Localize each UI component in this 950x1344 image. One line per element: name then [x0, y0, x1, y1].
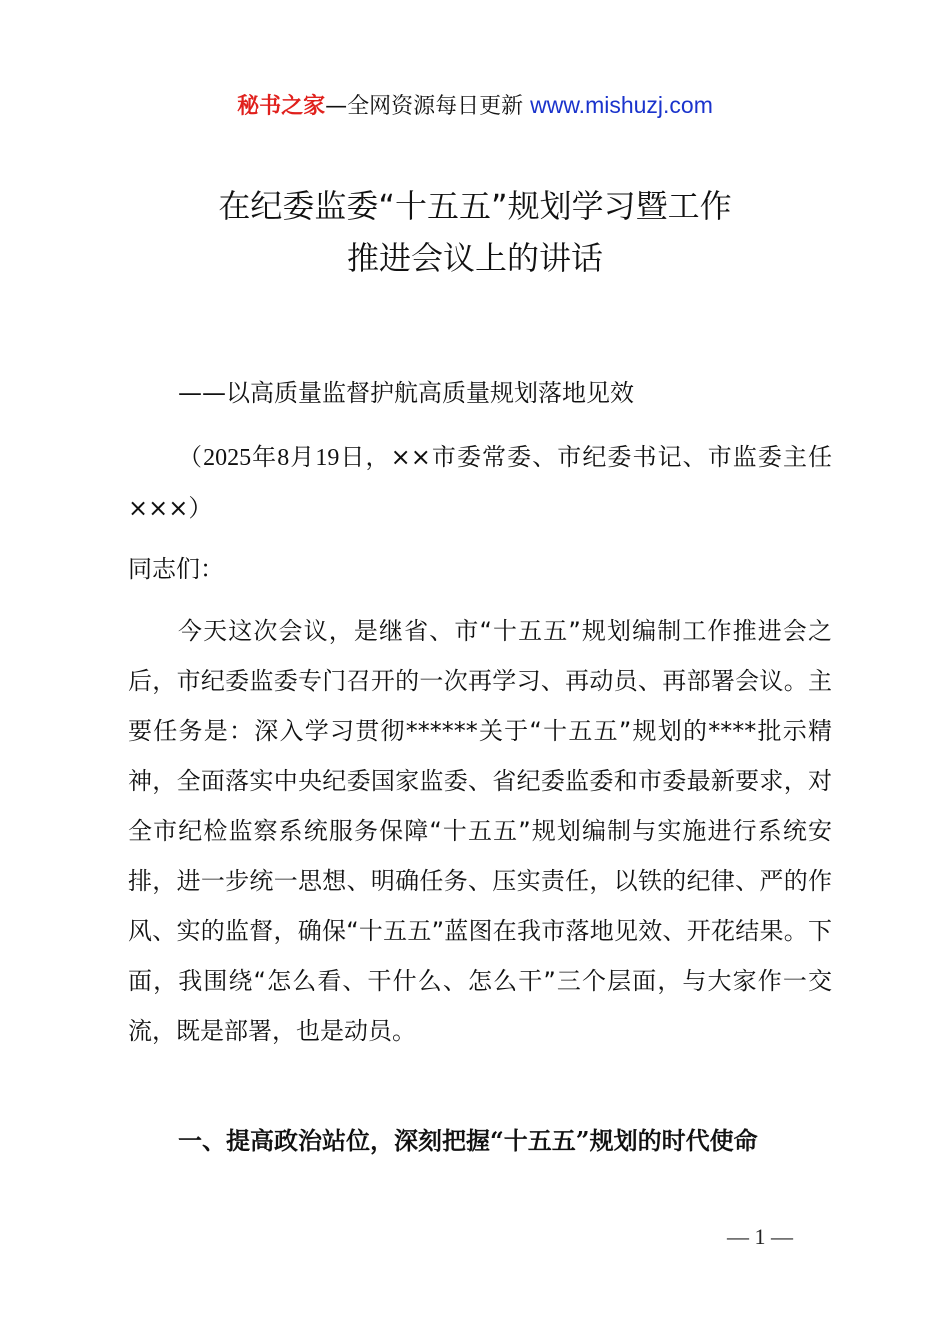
dateline-open: （: [178, 443, 204, 471]
dateline-speaker: 日，××市委常委、市纪委书记、市监委主任×××）: [128, 443, 833, 522]
site-tagline: —全网资源每日更新: [325, 94, 531, 119]
dateline-month: 8: [277, 445, 290, 471]
body-paragraph: 今天这次会议，是继省、市“十五五”规划编制工作推进会之后，市纪委监委专门召开的一次再学习、再动员、再部署会议。主要任务是：深入学习贯彻******关于“十五五”规划的****批示精神，全面落实中央纪委国家监委、省纪委监委和市委最新要求，对全市纪检监察系统服务保障“十五五”规划编制与实施进行系统安排，进一步统一思想、明确任务、压实责任，以铁的纪律、严的作风、实的监督，确保“十五五”蓝图在我市落地见效、开花结果。下面，我围绕“怎么看、干什么、怎么干”三个层面，与大家作一交流，既是部署，也是动员。: [128, 617, 832, 1045]
speech-dateline: [128, 432, 832, 533]
dateline-year-char: 年: [251, 443, 278, 471]
section-heading: 一、提高政治站位，深刻把握“十五五”规划的时代使命: [178, 1126, 758, 1155]
greeting: 同志们：: [128, 555, 224, 583]
dateline-month-char: 月: [289, 443, 316, 471]
document-title: [0, 180, 950, 284]
title-line-1: 在纪委监委“十五五”规划学习暨工作: [218, 187, 732, 225]
site-url-link[interactable]: www.mishuzj.com: [530, 92, 713, 118]
document-subtitle: ——以高质量监督护航高质量规划落地见效: [178, 379, 634, 407]
page-number: — 1 —: [727, 1224, 793, 1249]
site-header: [0, 88, 950, 124]
title-line-2: 推进会议上的讲话: [346, 239, 603, 277]
site-brand: 秘书之家: [237, 94, 326, 119]
dateline-year: 2025: [203, 445, 252, 471]
dateline-day: 19: [315, 445, 340, 471]
